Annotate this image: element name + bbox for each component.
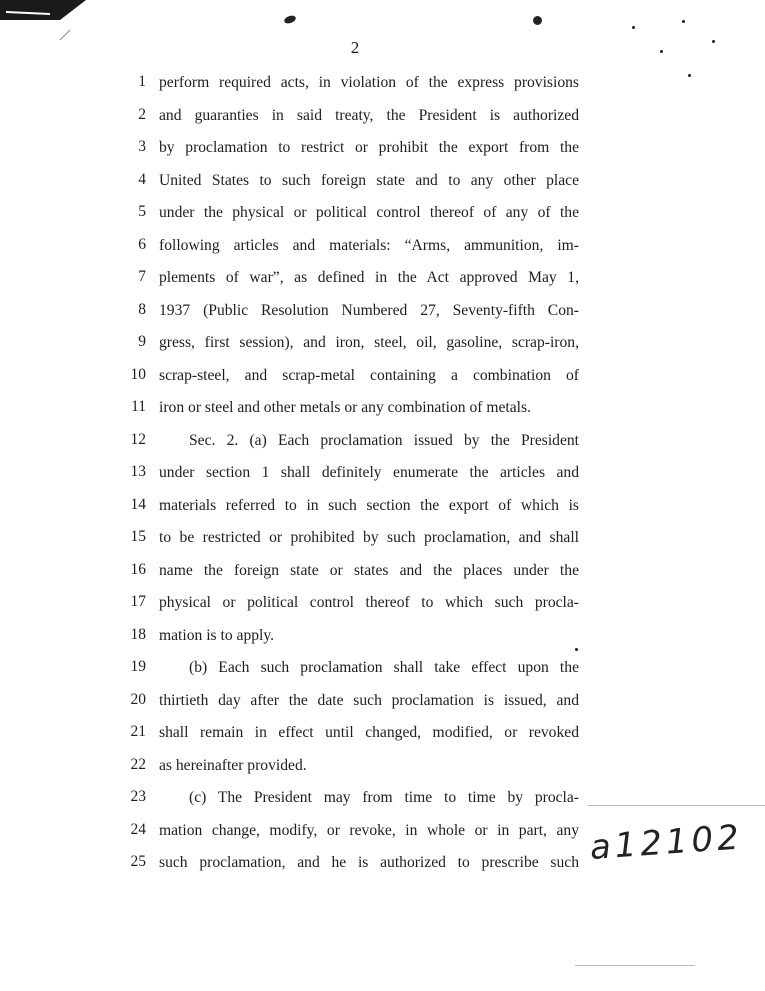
line-text: (b) Each such proclamation shall take effect upon the bbox=[189, 659, 579, 676]
line-number: 19 bbox=[130, 658, 146, 675]
line-text: by proclamation to restrict or prohibit the export from the bbox=[159, 139, 579, 156]
document-line bbox=[0, 561, 765, 587]
line-text: as hereinafter provided. bbox=[159, 756, 307, 774]
line-number: 17 bbox=[130, 593, 146, 610]
document-line bbox=[0, 333, 765, 359]
document-line bbox=[0, 496, 765, 522]
line-text: gress, first session), and iron, steel, oil, gasoline, scrap-iron, bbox=[159, 334, 579, 351]
line-number: 2 bbox=[138, 105, 146, 123]
line-number: 13 bbox=[130, 463, 146, 480]
ink-speck bbox=[682, 20, 685, 23]
line-number: 16 bbox=[130, 560, 146, 578]
line-number: 22 bbox=[130, 755, 146, 773]
handwritten-annotation bbox=[588, 817, 760, 878]
line-text: mation is to apply. bbox=[159, 626, 275, 644]
ink-speck bbox=[712, 40, 715, 43]
line-number: 14 bbox=[130, 495, 146, 513]
faint-rule bbox=[588, 805, 765, 806]
line-number: 11 bbox=[131, 398, 146, 415]
line-text: plements of war”, as defined in the Act approved May 1, bbox=[159, 269, 579, 286]
document-line bbox=[0, 236, 765, 262]
line-number: 25 bbox=[130, 853, 146, 870]
line-text: to be restricted or prohibited by such proclamation, and shall bbox=[159, 529, 579, 546]
line-text: physical or political control thereof to which such procla- bbox=[159, 594, 579, 611]
line-number: 6 bbox=[138, 235, 146, 253]
handwritten-number: a12102 bbox=[588, 817, 745, 868]
document-line bbox=[0, 691, 765, 717]
document-line bbox=[0, 593, 765, 619]
line-text: such proclamation, and he is authorized to prescribe such bbox=[159, 854, 579, 871]
line-text: shall remain in effect until changed, modified, or revoked bbox=[159, 724, 579, 741]
line-text: and guaranties in said treaty, the President is authorized bbox=[159, 106, 579, 124]
line-number: 7 bbox=[138, 268, 146, 285]
line-number: 3 bbox=[138, 138, 146, 155]
document-line bbox=[0, 723, 765, 749]
line-number: 23 bbox=[130, 788, 146, 805]
line-text: Sec. 2. (a) Each proclamation issued by the President bbox=[189, 431, 579, 449]
line-number: 9 bbox=[138, 333, 146, 350]
page-number: 2 bbox=[350, 38, 360, 57]
line-text: scrap-steel, and scrap-metal containing a combination of bbox=[159, 366, 579, 384]
line-number: 5 bbox=[138, 203, 146, 220]
document-line bbox=[0, 658, 765, 684]
line-number: 1 bbox=[138, 73, 146, 90]
line-text: mation change, modify, or revoke, in whole or in part, any bbox=[159, 821, 579, 839]
line-number: 15 bbox=[130, 528, 146, 545]
line-text: (c) The President may from time to time by procla- bbox=[189, 789, 579, 806]
ink-speck bbox=[660, 50, 663, 53]
line-text: perform required acts, in violation of the express provisions bbox=[159, 74, 579, 91]
line-number: 4 bbox=[138, 170, 146, 188]
line-text: materials referred to in such section the export of which is bbox=[159, 496, 579, 514]
document-line bbox=[0, 431, 765, 457]
document-line bbox=[0, 268, 765, 294]
scan-edge-mark bbox=[0, 0, 100, 40]
ink-speck bbox=[533, 16, 542, 25]
faint-rule bbox=[575, 965, 695, 966]
line-number: 8 bbox=[138, 300, 146, 318]
document-line bbox=[0, 366, 765, 392]
document-line bbox=[0, 756, 765, 782]
document-line bbox=[0, 301, 765, 327]
document-line bbox=[0, 528, 765, 554]
line-number: 18 bbox=[130, 625, 146, 643]
document-line bbox=[0, 73, 765, 99]
line-number: 20 bbox=[130, 690, 146, 708]
line-number: 24 bbox=[130, 820, 146, 838]
line-text: United States to such foreign state and to any other place bbox=[159, 171, 579, 189]
ink-speck bbox=[632, 26, 635, 29]
document-line bbox=[0, 171, 765, 197]
line-text: following articles and materials: “Arms, ammunition, im- bbox=[159, 236, 579, 254]
line-text: under the physical or political control thereof of any of the bbox=[159, 204, 579, 221]
line-text: under section 1 shall definitely enumerate the articles and bbox=[159, 464, 579, 481]
line-number: 12 bbox=[130, 430, 146, 448]
line-text: 1937 (Public Resolution Numbered 27, Seventy-fifth Con- bbox=[159, 301, 579, 319]
document-line bbox=[0, 398, 765, 424]
document-line bbox=[0, 106, 765, 132]
document-line bbox=[0, 626, 765, 652]
line-text: iron or steel and other metals or any combination of metals. bbox=[159, 399, 531, 416]
ink-speck bbox=[283, 14, 297, 25]
document-line bbox=[0, 203, 765, 229]
line-number: 21 bbox=[130, 723, 146, 740]
document-line bbox=[0, 463, 765, 489]
document-line bbox=[0, 138, 765, 164]
line-number: 10 bbox=[130, 365, 146, 383]
document-line bbox=[0, 788, 765, 814]
line-text: thirtieth day after the date such proclamation is issued, and bbox=[159, 691, 579, 709]
line-text: name the foreign state or states and the places under the bbox=[159, 561, 579, 579]
